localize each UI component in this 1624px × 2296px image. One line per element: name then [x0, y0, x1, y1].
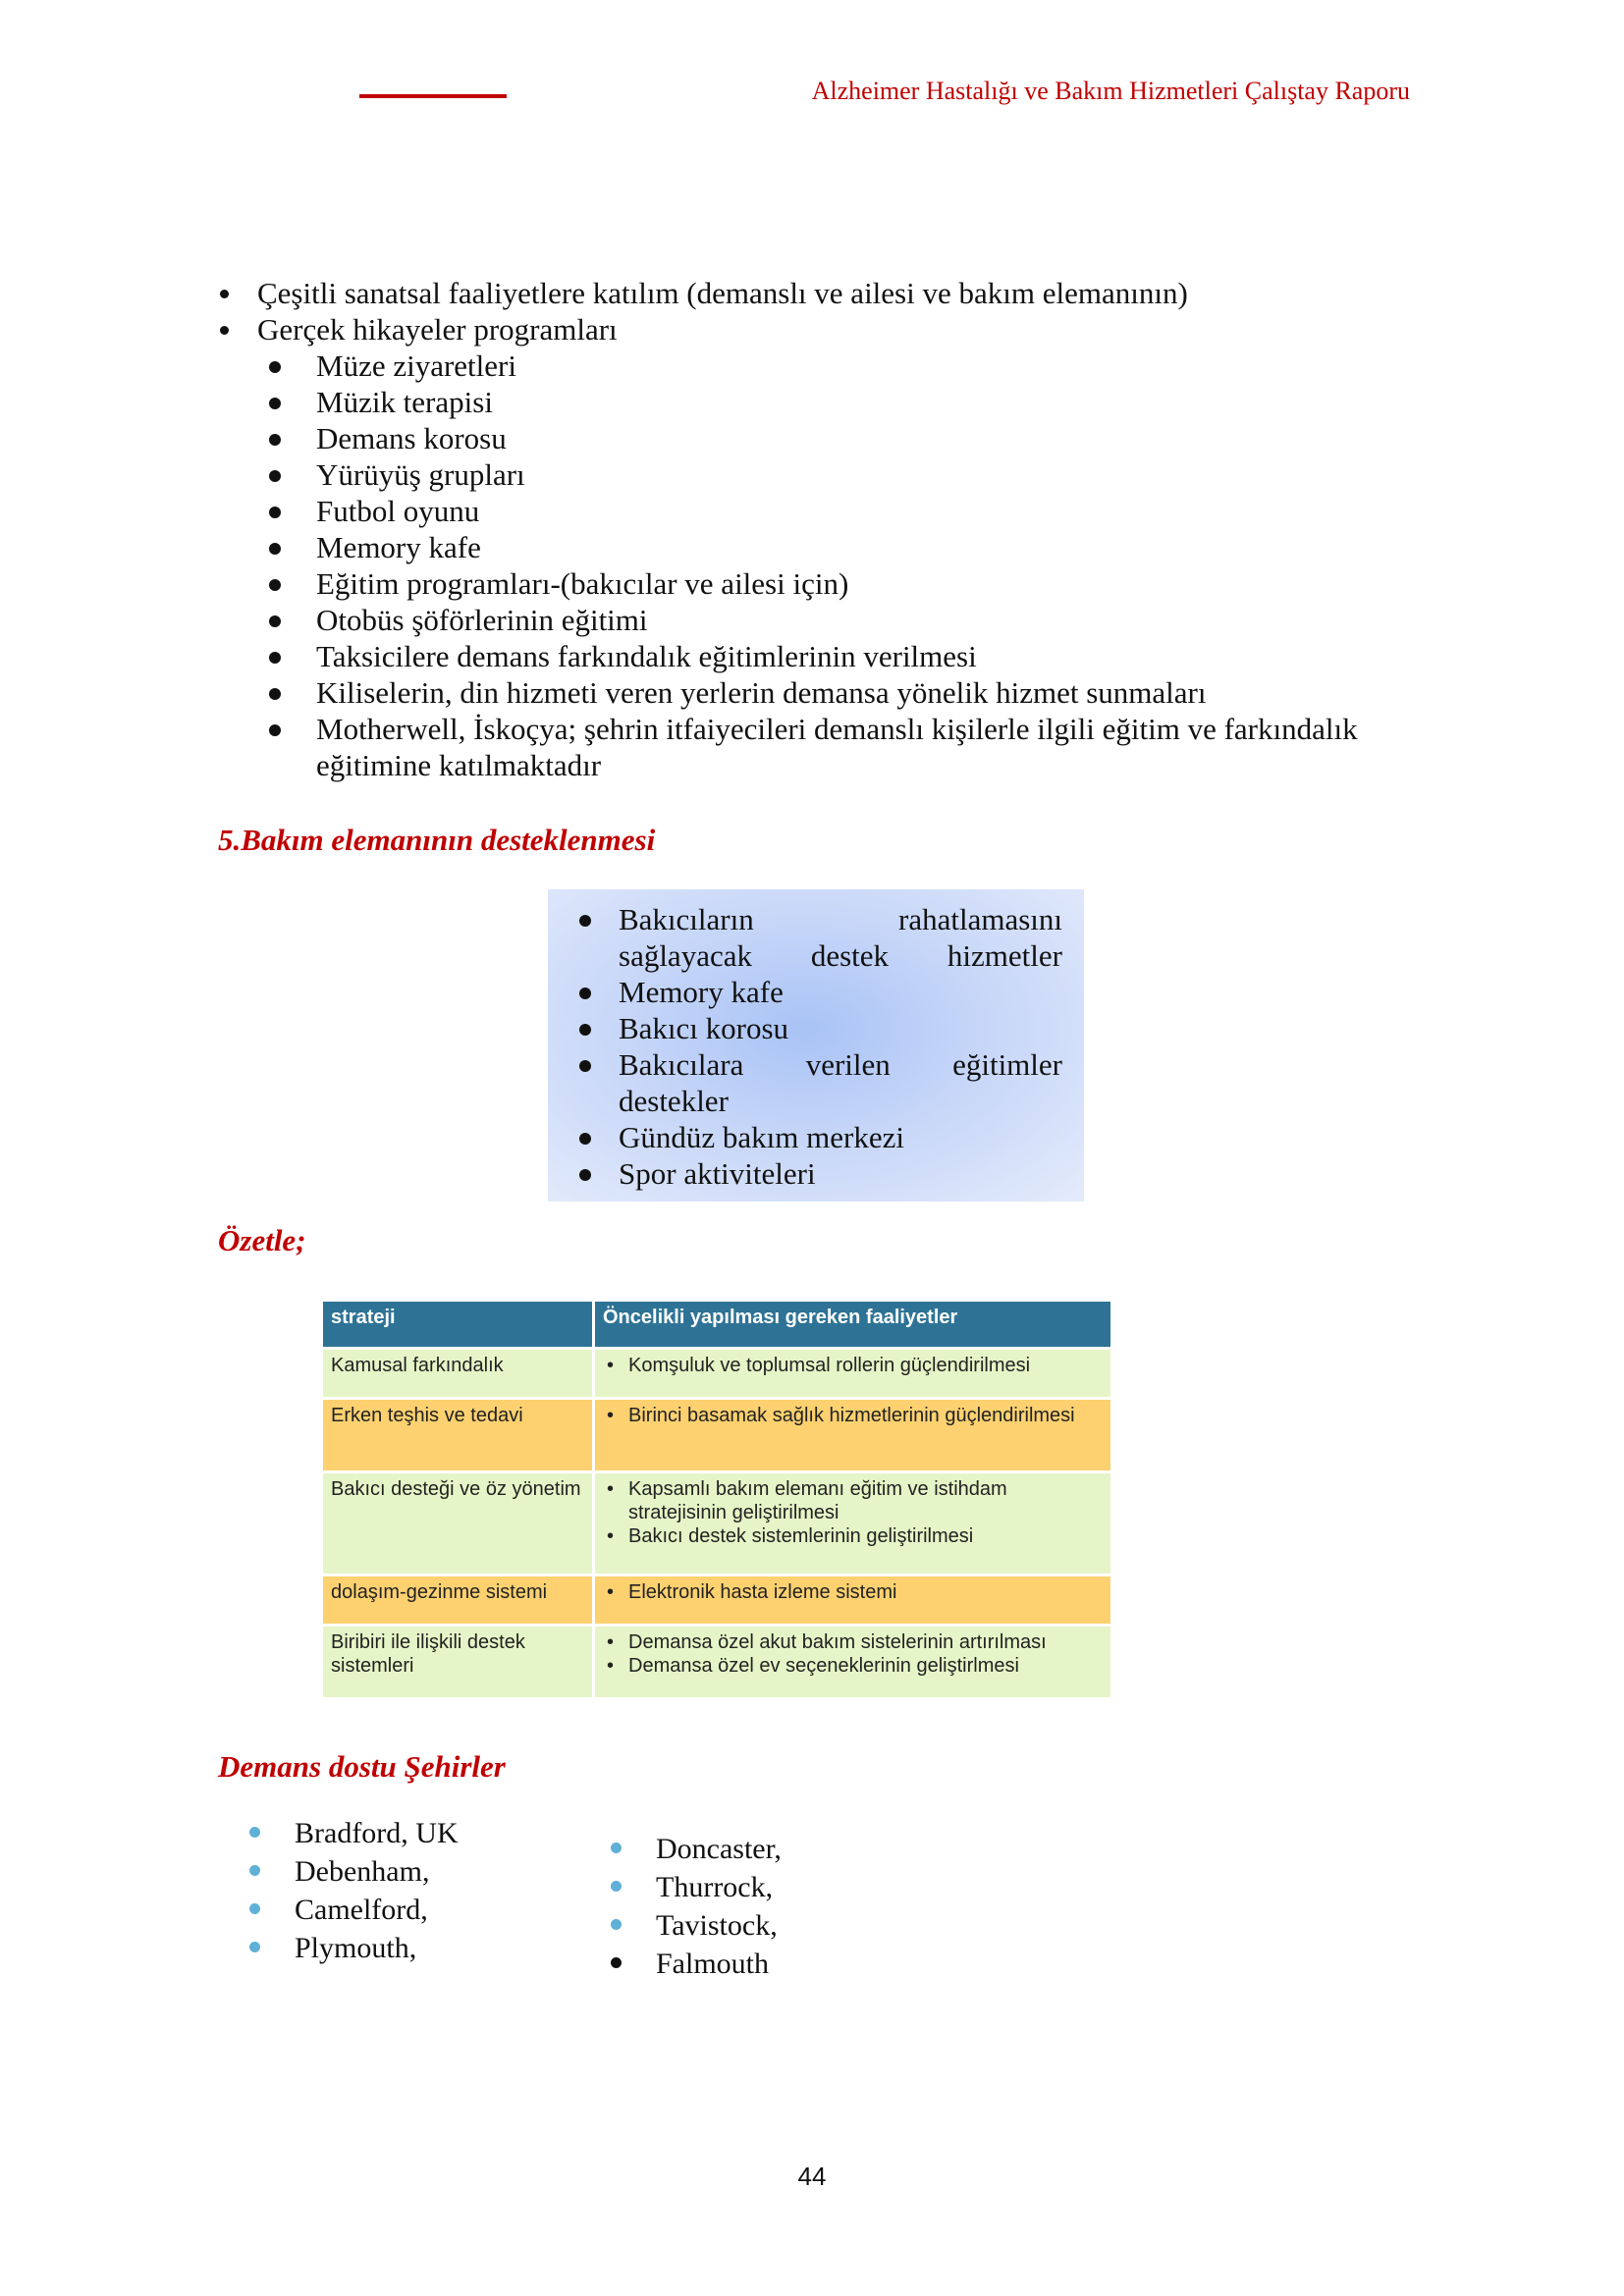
bullet-icon: [269, 652, 281, 664]
bullet-icon: [611, 1842, 622, 1853]
activities-list: [218, 275, 1416, 783]
bullet-icon: [579, 1133, 591, 1145]
cities-list-left: [218, 1814, 459, 1967]
strategy-cell: Bakıcı desteği ve öz yönetim: [323, 1472, 594, 1575]
sub-list-item: Yürüyüş grupları: [218, 456, 1416, 493]
bullet-icon: [249, 1942, 260, 1952]
bullet-icon: [269, 507, 281, 518]
bullet-icon: [579, 915, 591, 927]
list-item: Bakıcıların rahatlamasını sağlayacak destek hizmetler: [569, 901, 1062, 974]
bullet-icon: [269, 470, 281, 482]
caregiver-support-box: [548, 889, 1084, 1201]
table-header-strategy: strateji: [323, 1302, 594, 1349]
activity-item: • Birinci basamak sağlık hizmetlerinin güçlendirilmesi: [603, 1404, 1103, 1427]
city-item: Thurrock,: [579, 1868, 782, 1906]
activity-item: • Bakıcı destek sistemlerinin geliştirilmesi: [603, 1524, 1103, 1548]
strategy-cell: Erken teşhis ve tedavi: [323, 1399, 594, 1472]
sub-list-item: Müze ziyaretleri: [218, 347, 1416, 384]
page-number: 44: [797, 2162, 827, 2191]
strategy-cell: Biribiri ile ilişkili destek sistemleri: [323, 1626, 594, 1699]
bullet-icon: [249, 1903, 260, 1914]
strategy-cell: dolaşım-gezinme sistemi: [323, 1575, 594, 1626]
bullet-icon: [269, 579, 281, 591]
activity-item: • Demansa özel akut bakım sistelerinin artırılması: [603, 1630, 1103, 1654]
table-header-activities: Öncelikli yapılması gereken faaliyetler: [594, 1302, 1111, 1349]
list-item: Çeşitli sanatsal faaliyetlere katılım (demanslı ve ailesi ve bakım elemanının): [218, 275, 1416, 311]
activities-cell: [594, 1575, 1111, 1626]
sub-list-item: Motherwell, İskoçya; şehrin itfaiyecileri demanslı kişilerle ilgili eğitim ve farkındalık eğitimine katılmaktadır: [218, 711, 1416, 783]
table-row: [323, 1626, 1110, 1699]
bullet-icon: [579, 988, 591, 999]
activities-cell: [594, 1399, 1111, 1472]
table-row: [323, 1399, 1110, 1472]
bullet-icon: [220, 290, 229, 298]
activities-cell: [594, 1472, 1111, 1575]
bullet-icon: [269, 724, 281, 736]
bullet-icon: [611, 1919, 622, 1930]
city-item: Debenham,: [218, 1852, 459, 1891]
city-item: Bradford, UK: [218, 1814, 459, 1852]
bullet-icon: [269, 361, 281, 373]
city-item: Tavistock,: [579, 1906, 782, 1945]
section-heading-caregiver-support: 5.Bakım elemanının desteklenmesi: [218, 823, 656, 857]
sub-list-item: Müzik terapisi: [218, 384, 1416, 420]
table-header-row: [323, 1302, 1110, 1349]
sub-list-item: Demans korosu: [218, 420, 1416, 456]
sub-list-item: Eğitim programları-(bakıcılar ve ailesi için): [218, 565, 1416, 602]
section-heading-dementia-friendly-cities: Demans dostu Şehirler: [218, 1749, 506, 1784]
activity-item: • Kapsamlı bakım elemanı eğitim ve istihdam stratejisinin geliştirilmesi: [603, 1477, 1103, 1524]
section-heading-summary: Özetle;: [218, 1223, 306, 1257]
caregiver-support-list: [569, 901, 1062, 1192]
city-item: Camelford,: [218, 1891, 459, 1929]
bullet-icon: [269, 688, 281, 700]
list-item: Bakıcı korosu: [569, 1010, 1062, 1046]
list-item: Gerçek hikayeler programları: [218, 311, 1416, 347]
bullet-icon: [269, 398, 281, 409]
city-item: Plymouth,: [218, 1929, 459, 1967]
list-item: Memory kafe: [569, 974, 1062, 1010]
bullet-icon: [579, 1024, 591, 1036]
strategy-table: [323, 1302, 1110, 1700]
strategy-cell: Kamusal farkındalık: [323, 1349, 594, 1399]
activity-item: • Elektronik hasta izleme sistemi: [603, 1580, 1103, 1604]
list-item: Spor aktiviteleri: [569, 1155, 1062, 1192]
sub-list-item: Memory kafe: [218, 529, 1416, 565]
city-item: Falmouth: [579, 1945, 782, 1983]
bullet-icon: [269, 615, 281, 627]
activities-cell: [594, 1626, 1111, 1699]
table-row: [323, 1472, 1110, 1575]
bullet-icon: [269, 434, 281, 446]
sub-list-item: Kiliselerin, din hizmeti veren yerlerin demansa yönelik hizmet sunmaları: [218, 674, 1416, 711]
city-item: Doncaster,: [579, 1830, 782, 1868]
header-title: Alzheimer Hastalığı ve Bakım Hizmetleri Çalıştay Raporu: [811, 77, 1410, 105]
bullet-icon: [249, 1865, 260, 1876]
bullet-icon: [220, 326, 229, 335]
table-row: [323, 1349, 1110, 1399]
sub-list-item: Otobüs şöförlerinin eğitimi: [218, 602, 1416, 638]
cities-list-right: [579, 1830, 782, 1983]
bullet-icon: [579, 1060, 591, 1072]
bullet-icon: [579, 1169, 591, 1181]
list-item: Gündüz bakım merkezi: [569, 1119, 1062, 1155]
header-rule: [359, 94, 507, 98]
list-item: Bakıcılara verilen eğitimler destekler: [569, 1046, 1062, 1119]
table-row: [323, 1575, 1110, 1626]
activity-item: • Komşuluk ve toplumsal rollerin güçlendirilmesi: [603, 1354, 1103, 1377]
bullet-icon: [611, 1957, 622, 1968]
activities-cell: [594, 1349, 1111, 1399]
sub-list-item: Taksicilere demans farkındalık eğitimlerinin verilmesi: [218, 638, 1416, 674]
bullet-icon: [611, 1881, 622, 1892]
bullet-icon: [269, 543, 281, 555]
activity-item: • Demansa özel ev seçeneklerinin geliştirlmesi: [603, 1654, 1103, 1678]
bullet-icon: [249, 1827, 260, 1838]
sub-list-item: Futbol oyunu: [218, 493, 1416, 529]
